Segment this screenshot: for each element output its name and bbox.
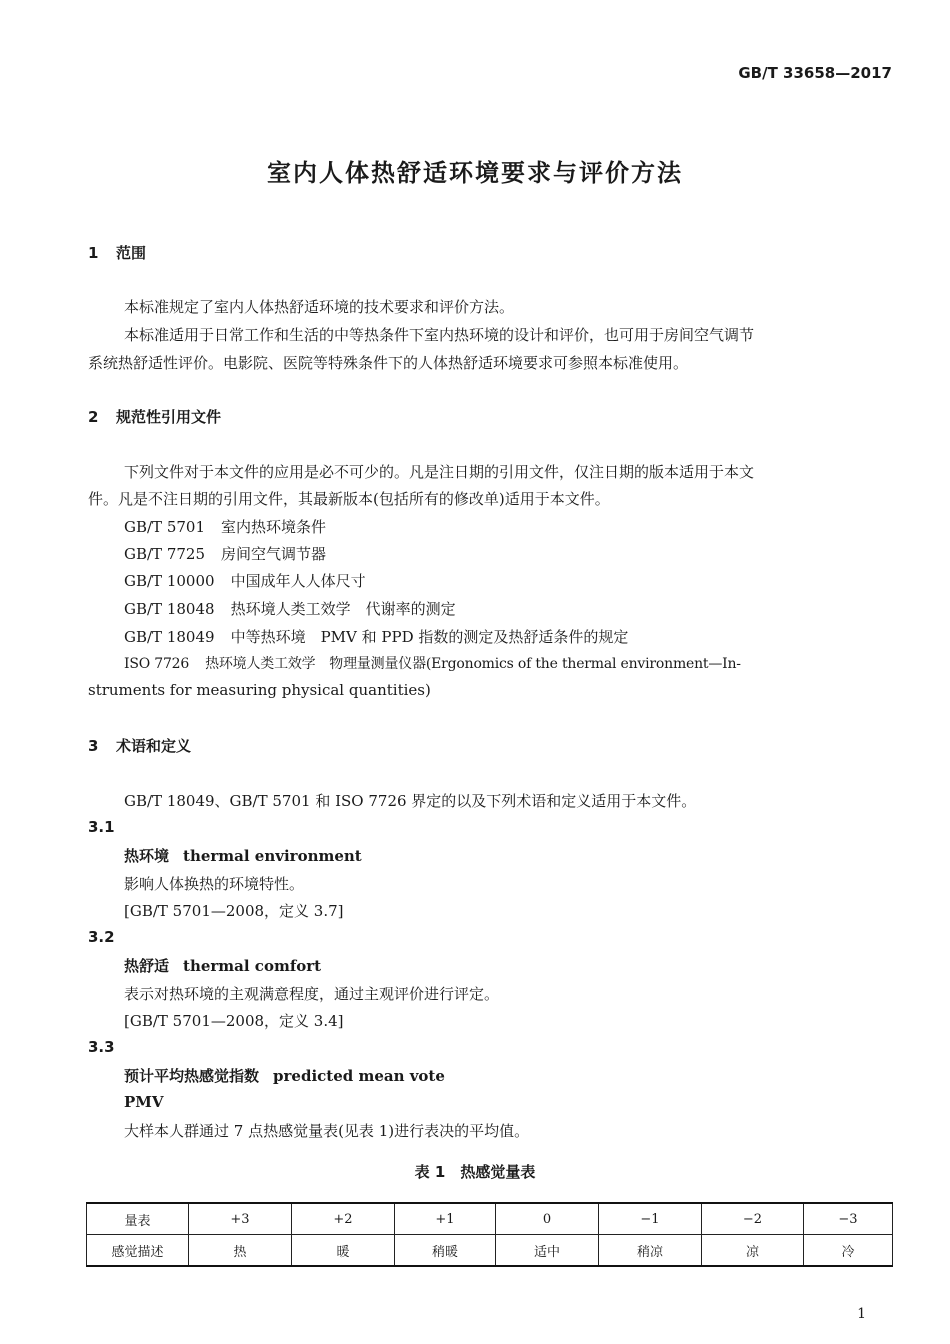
paragraph: 本标准适用于日常工作和生活的中等热条件下室内热环境的设计和评价，也可用于房间空气调节 xyxy=(124,326,755,344)
term-definition: 影响人体换热的环境特性。 xyxy=(124,875,305,893)
table-cell: 0 xyxy=(496,1203,599,1235)
table-cell: 稍暖 xyxy=(395,1235,496,1267)
table-caption: 表 1 热感觉量表 xyxy=(414,1163,536,1181)
section-1-heading xyxy=(88,242,146,263)
section-title: 范围 xyxy=(116,244,147,262)
table-cell: −3 xyxy=(804,1203,893,1235)
reference-name: 中等热环境 PMV 和 PPD 指数的测定及热舒适条件的规定 xyxy=(230,628,629,646)
reference-code: GB/T 18049 xyxy=(124,628,215,646)
reference-code: GB/T 5701 xyxy=(124,518,206,536)
reference-item xyxy=(124,570,366,591)
thermal-sensation-table xyxy=(86,1202,893,1267)
reference-continuation: struments for measuring physical quantities) xyxy=(88,681,431,699)
table-cell: 凉 xyxy=(702,1235,804,1267)
table-row xyxy=(87,1203,893,1235)
table-cell: 感觉描述 xyxy=(87,1235,189,1267)
term-source: [GB/T 5701—2008，定义 3.7] xyxy=(124,902,344,920)
paragraph: GB/T 18049、GB/T 5701 和 ISO 7726 界定的以及下列术语和定义适用于本文件。 xyxy=(124,792,697,810)
reference-item xyxy=(124,543,326,564)
section-number: 1 xyxy=(88,244,99,262)
section-number: 3 xyxy=(88,737,99,755)
paragraph: 下列文件对于本文件的应用是必不可少的。凡是注日期的引用文件，仅注日期的版本适用于本文 xyxy=(124,463,755,481)
reference-name: 房间空气调节器 xyxy=(221,545,327,563)
section-number: 2 xyxy=(88,408,99,426)
term-en: thermal comfort xyxy=(183,957,322,975)
term-number: 3.2 xyxy=(88,928,115,946)
table-cell: 热 xyxy=(189,1235,292,1267)
table-cell: 量表 xyxy=(87,1203,189,1235)
term-title xyxy=(124,845,362,866)
reference-name: 中国成年人人体尺寸 xyxy=(230,572,366,590)
term-definition: 大样本人群通过 7 点热感觉量表(见表 1)进行表决的平均值。 xyxy=(124,1122,530,1140)
term-zh: 预计平均热感觉指数 xyxy=(124,1067,260,1085)
reference-item xyxy=(124,653,741,673)
reference-name: 热环境人类工效学 物理量测量仪器(Ergonomics of the thermal environment—In- xyxy=(205,656,741,672)
reference-code: GB/T 7725 xyxy=(124,545,206,563)
page-number: 1 xyxy=(857,1306,866,1322)
term-number: 3.3 xyxy=(88,1038,115,1056)
term-zh: 热环境 xyxy=(124,847,170,865)
term-number: 3.1 xyxy=(88,818,115,836)
term-definition: 表示对热环境的主观满意程度，通过主观评价进行评定。 xyxy=(124,985,500,1003)
reference-name: 室内热环境条件 xyxy=(221,518,327,536)
table-cell: 冷 xyxy=(804,1235,893,1267)
table-cell: 暖 xyxy=(292,1235,395,1267)
reference-code: ISO 7726 xyxy=(124,656,190,672)
table-cell: −1 xyxy=(599,1203,702,1235)
section-title: 规范性引用文件 xyxy=(116,408,222,426)
table-cell: +2 xyxy=(292,1203,395,1235)
term-zh: 热舒适 xyxy=(124,957,170,975)
table-row xyxy=(87,1235,893,1267)
term-en: predicted mean vote xyxy=(273,1067,445,1085)
section-3-heading xyxy=(88,735,191,756)
reference-code: GB/T 18048 xyxy=(124,600,215,618)
table-cell: 适中 xyxy=(496,1235,599,1267)
term-en: thermal environment xyxy=(183,847,362,865)
paragraph: 系统热舒适性评价。电影院、医院等特殊条件下的人体热舒适环境要求可参照本标准使用。 xyxy=(88,354,689,372)
reference-item xyxy=(124,598,456,619)
reference-code: GB/T 10000 xyxy=(124,572,215,590)
paragraph: 件。凡是不注日期的引用文件，其最新版本(包括所有的修改单)适用于本文件。 xyxy=(88,490,610,508)
reference-name: 热环境人类工效学 代谢率的测定 xyxy=(230,600,456,618)
term-title xyxy=(124,1065,445,1086)
term-source: [GB/T 5701—2008，定义 3.4] xyxy=(124,1012,344,1030)
table-cell: −2 xyxy=(702,1203,804,1235)
term-abbreviation: PMV xyxy=(124,1093,164,1111)
standard-number: GB/T 33658—2017 xyxy=(738,64,892,82)
document-title: 室内人体热舒适环境要求与评价方法 xyxy=(267,159,683,187)
term-title xyxy=(124,955,321,976)
table-cell: 稍凉 xyxy=(599,1235,702,1267)
table-cell: +3 xyxy=(189,1203,292,1235)
reference-item xyxy=(124,516,326,537)
reference-item xyxy=(124,626,628,647)
table-cell: +1 xyxy=(395,1203,496,1235)
paragraph: 本标准规定了室内人体热舒适环境的技术要求和评价方法。 xyxy=(124,298,515,316)
section-2-heading xyxy=(88,406,221,427)
section-title: 术语和定义 xyxy=(116,737,192,755)
